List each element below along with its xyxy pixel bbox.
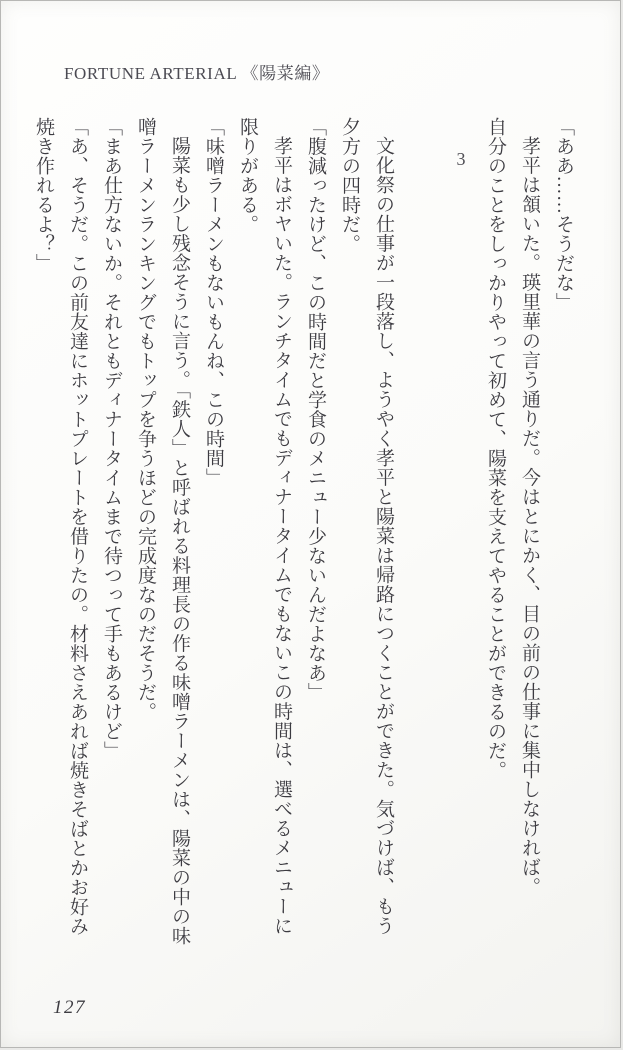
text-column: 「ああ……そうだな」 xyxy=(553,117,574,312)
running-header-title: FORTUNE ARTERIAL 《陽菜編》 xyxy=(64,64,330,83)
text-block xyxy=(26,117,580,953)
text-column: 夕方の四時だ。 xyxy=(339,117,360,254)
text-column: 「まあ仕方ないか。それともディナータイムまで待つって手もあるけど」 xyxy=(101,117,122,761)
chapter-number: 3 xyxy=(451,149,471,170)
text-column: 限りがある。 xyxy=(237,117,258,234)
text-column: 「味噌ラーメンもないもんね、この時間」 xyxy=(203,117,224,488)
text-column: 孝平はボヤいた。ランチタイムでもディナータイムでもないこの時間は、選べるメニューに xyxy=(271,136,292,936)
text-column: 噌ラーメンランキングでもトップを争うほどの完成度なのだそうだ。 xyxy=(135,117,156,722)
text-column: 孝平は頷いた。瑛里華の言う通りだ。今はとにかく、目の前の仕事に集中しなければ。 xyxy=(519,136,540,897)
text-column: 焼き作れるよ？」 xyxy=(33,117,54,273)
text-column: 「あ、そうだ。この前友達にホットプレートを借りたの。材料さえあれば焼きそばとかお好み xyxy=(67,117,88,936)
text-column: 陽菜も少し残念そうに言う。「鉄人」と呼ばれる料理長の作る味噌ラーメンは、陽菜の中の味 xyxy=(169,136,190,946)
page-number: 127 xyxy=(53,997,86,1018)
text-column: 自分のことをしっかりやって初めて、陽菜を支えてやることができるのだ。 xyxy=(485,117,506,780)
text-column: 文化祭の仕事が一段落し、ようやく孝平と陽菜は帰路につくことができた。気づけば、もう xyxy=(373,136,394,936)
text-column: 「腹減ったけど、この時間だと学食のメニュー少ないんだよなあ」 xyxy=(305,117,326,702)
